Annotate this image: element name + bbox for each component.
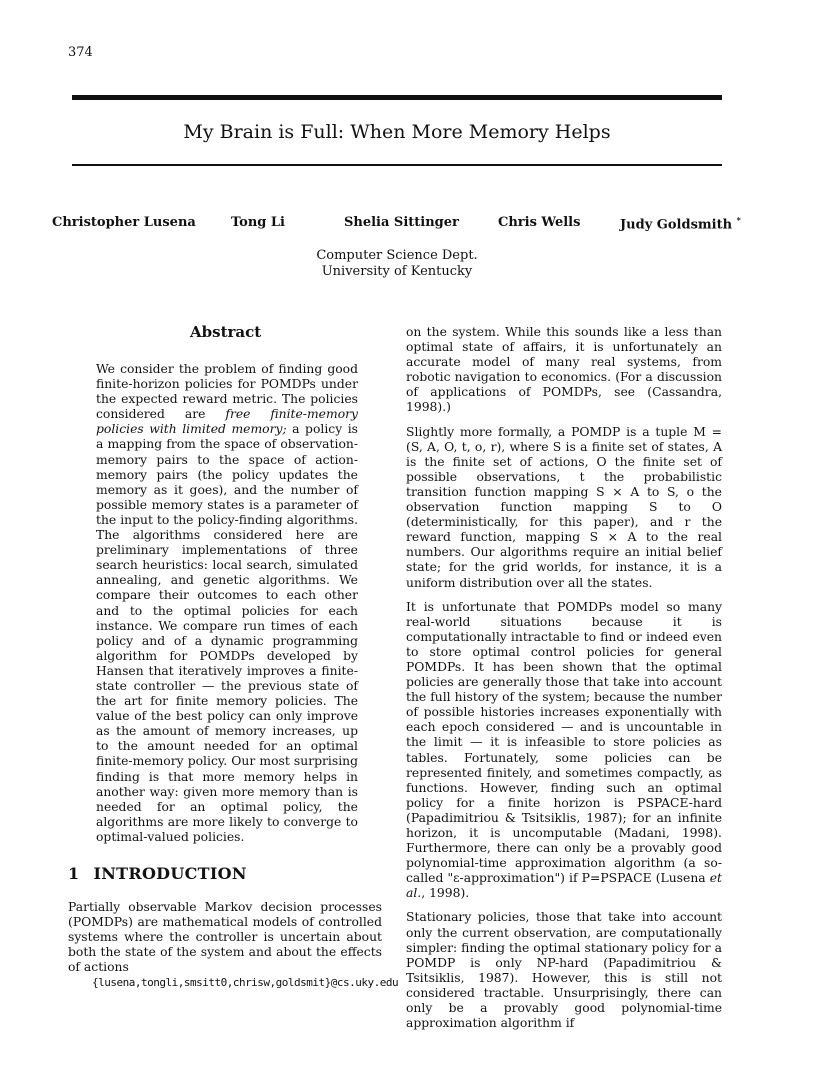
author-footnote-mark: * bbox=[736, 215, 741, 225]
author-2: Tong Li bbox=[231, 215, 285, 230]
right-paragraph-4: Stationary policies, those that take into account only the current observation, are computationally simpler: finding the optimal stationary policy for a POMDP is only NP-hard (Papadimitriou & Tsitsiklis, 1987). However, this is still not considered tractable. Unsurprisingly, there can only be a provably good polynomial-time approximation algorithm if bbox=[406, 910, 722, 1031]
author-5 bbox=[620, 215, 741, 232]
right-paragraph-3-text: It is unfortunate that POMDPs model so many real-world situations because it is computationally intractable to find or indeed even to store optimal control policies for general POMDPs. It has been shown that the optimal policies are generally those that take into account the full history of the system; because the number of possible histories increases exponentially with each epoch considered — and is uncountable in the limit — it is infeasible to store policies as tables. Fortunately, some policies can be represented finitely, and sometimes compactly, as functions. However, finding such an optimal policy for a finite horizon is PSPACE-hard (Papadimitriou & Tsitsiklis, 1987); for an infinite horizon, it is uncomputable (Madani, 1998). Furthermore, there can only be a provably good polynomial-time approximation algorithm (a so-called "ε-approximation") if P=PSPACE (Lusena bbox=[406, 599, 722, 886]
footnote-emails: {lusena,tongli,smsitt0,chrisw,goldsmit}@cs.uky.edu bbox=[92, 976, 399, 989]
author-1: Christopher Lusena bbox=[52, 215, 196, 230]
title-rule-top bbox=[72, 95, 722, 100]
section-heading-introduction bbox=[68, 864, 247, 883]
page-number: 374 bbox=[68, 45, 93, 60]
right-paragraph-1: on the system. While this sounds like a less than optimal state of affairs, it is unfortunately an accurate model of many real systems, from robotic navigation to economics. (For a discussion of applications of POMDPs, see (Cassandra, 1998).) bbox=[406, 325, 722, 415]
affiliation-university: University of Kentucky bbox=[321, 264, 473, 279]
abstract-paragraph bbox=[96, 362, 358, 845]
section-title: INTRODUCTION bbox=[93, 864, 247, 883]
intro-paragraph-1: Partially observable Markov decision processes (POMDPs) are mathematical models of controlled systems where the controller is uncertain about both the state of the system and about the effects of actions bbox=[68, 900, 382, 975]
abstract-text-2: a policy is a mapping from the space of observation-memory pairs to the space of action-memory pairs (the policy updates the memory as it goes), and the number of possible memory states is a parameter of the input to the policy-finding algorithms. The algorithms considered here are preliminary implementations of three search heuristics: local search, simulated annealing, and genetic algorithms. We compare their outcomes to each other and to the optimal policies for each instance. We compare run times of each policy and of a dynamic programming algorithm for POMDPs developed by Hansen that iteratively improves a finite-state controller — the previous state of the art for finite memory policies. The value of the best policy can only improve as the amount of memory increases, up to the amount needed for an optimal finite-memory policy. Our most surprising finding is that more memory helps in another way: given more memory than is needed for an optimal policy, the algorithms are more likely to converge to optimal-valued policies. bbox=[96, 422, 358, 844]
right-paragraph-3 bbox=[406, 600, 722, 902]
title-rule-bottom bbox=[72, 164, 722, 166]
affiliation-dept: Computer Science Dept. bbox=[316, 248, 478, 263]
abstract-body bbox=[96, 362, 358, 854]
abstract-heading: Abstract bbox=[190, 323, 262, 341]
abstract-text-1: We consider the problem of finding good finite-horizon policies for POMDPs under the expected reward metric. The policies considered are bbox=[96, 362, 358, 422]
section-number: 1 bbox=[68, 864, 80, 883]
affiliation bbox=[0, 248, 794, 280]
right-column bbox=[406, 325, 722, 1040]
et-al-emphasis: et al. bbox=[406, 871, 722, 901]
abstract-emphasis: free finite-memory policies with limited memory; bbox=[96, 407, 358, 437]
right-paragraph-3-end: , 1998). bbox=[421, 886, 470, 901]
paper-title: My Brain is Full: When More Memory Helps bbox=[183, 121, 611, 143]
author-3: Shelia Sittinger bbox=[344, 215, 459, 230]
intro-body bbox=[68, 900, 382, 984]
author-5-name: Judy Goldsmith bbox=[620, 217, 733, 233]
author-4: Chris Wells bbox=[498, 215, 581, 230]
right-paragraph-2: Slightly more formally, a POMDP is a tuple M = (S, A, O, t, o, r), where S is a finite set of states, A is the finite set of actions, O the finite set of possible observations, t the probabilistic transition function mapping S × A to S, o the observation function mapping S to O (deterministically, for this paper), and r the reward function, mapping S × A to the real numbers. Our algorithms require an initial belief state; for the grid worlds, for instance, it is a uniform distribution over all the states. bbox=[406, 424, 722, 590]
